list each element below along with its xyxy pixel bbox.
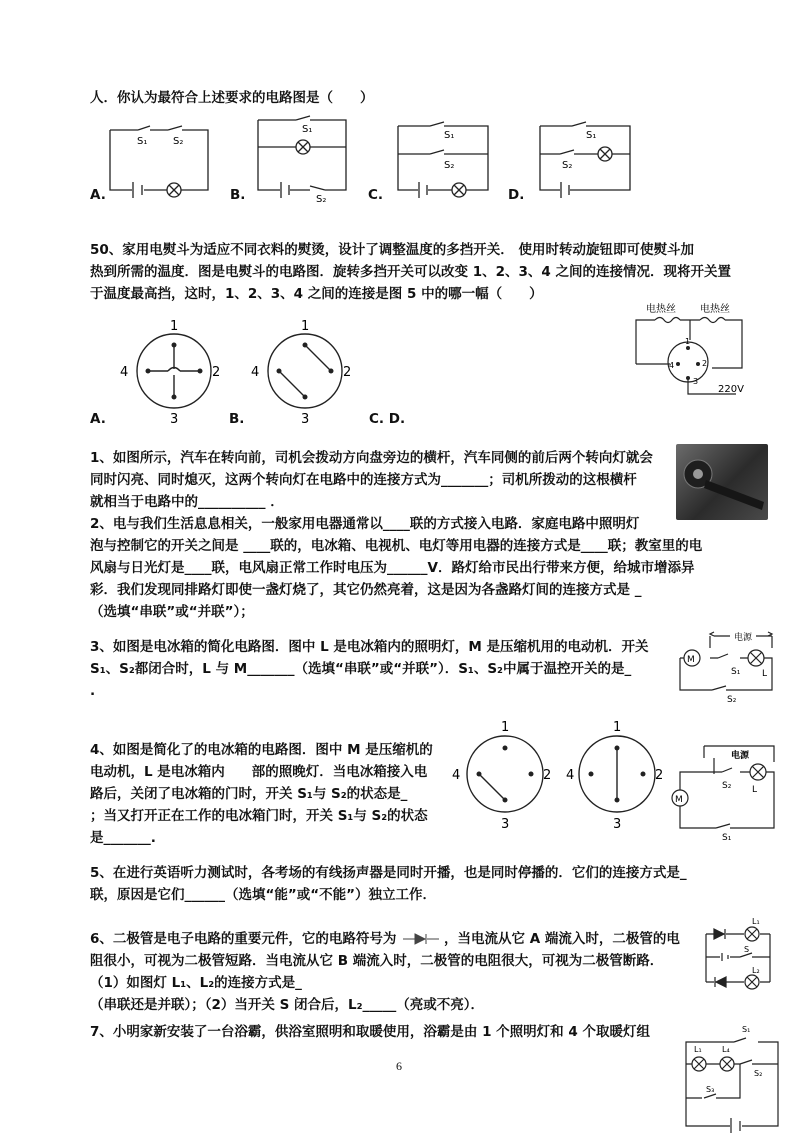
turn-signal-lever-photo [676,444,768,520]
dial-d-num-4: 4 [566,768,575,783]
q5-line-1: 5、在进行英语听力测试时，各考场的有线扬声器是同时开播，也是同时停播的．它们的连接方式是_ [90,865,687,881]
q6-line-3: （1）如图灯 L₁、L₂的连接方式是_ [90,975,302,991]
dial-c-num-1: 1 [501,720,510,735]
q2-line-3: 风扇与日光灯是____联，电风扇正常工作时电压为______V．路灯给市民出行带来方便，给城市增添异 [90,560,695,576]
q4-line-5: 是_______. [90,830,156,846]
dial-b-num-2: 2 [343,365,352,380]
q50-option-a: A. [90,411,106,427]
q50-line-1: 50、家用电熨斗为适应不同衣料的熨烫，设计了调整温度的多挡开关． 使用时转动旋钮即可使熨斗加 [90,242,694,258]
dial-d-num-2: 2 [655,768,664,783]
q4-motor-label: M [675,795,683,805]
q50-line-3: 于温度最高挡，这时，1、2、3、4 之间的连接是图 5 中的哪一幅（ ） [90,286,543,302]
q3-s2-label: S₂ [727,695,737,705]
q3-l-label: L [762,669,768,679]
q3-line-2: S₁、S₂都闭合时，L 与 M_______（选填“串联”或“并联”）．S₁、S₂中属于温控开关的是_ [90,661,632,677]
voltage-label: 220V [718,384,744,395]
c-s2-label: S₂ [444,160,455,171]
q3-fridge-circuit [0,626,800,706]
q4-line-2: 电动机，L 是电冰箱内 部的照晚灯．当电冰箱接入电 [90,764,428,780]
c-s1-label: S₁ [444,130,455,141]
iron-num-1: 1 [685,337,691,346]
iron-circuit-diagram [0,298,800,408]
q7-line-1: 7、小明家新安装了一台浴霸，供浴室照明和取暖使用，浴霸是由 1 个照明灯和 4 个取暖灯组 [90,1024,650,1040]
q2-line-5: （选填“串联”或“并联”）； [90,604,254,620]
iron-num-3: 3 [693,377,699,386]
q6-line-1a: 6、二极管是电子电路的重要元件，它的电路符号为 [90,931,397,947]
dial-a-num-3: 3 [170,412,179,427]
q4-l-label: L [752,785,758,795]
q50-line-2: 热到所需的温度．图是电熨斗的电路图．旋转多挡开关可以改变 1、2、3、4 之间的连接情况．现将开关置 [90,264,731,280]
q50-option-cd: C. D. [369,411,406,427]
b-s2-label: S₂ [316,194,327,205]
dial-c-num-3: 3 [501,817,510,832]
a-s1-label: S₁ [137,136,148,147]
circuit-option-d [0,112,800,202]
q3-line-3: . [90,683,96,699]
dial-d-num-3: 3 [613,817,622,832]
q2-line-2: 泡与控制它的开关之间是 ____联的，电冰箱、电视机、电灯等用电器的连接方式是____联；教室里的电 [90,538,703,554]
question-a-text: 人．你认为最符合上述要求的电路图是（ ） [90,90,374,106]
heater-label-right: 电热丝 [700,304,730,315]
q3-s1-label: S₁ [731,667,741,677]
q3-power-label: 电源 [734,633,753,643]
q2-line-4: 彩．我们发现同排路灯即使一盏灯烧了，其它仍然亮着，这是因为各盏路灯间的连接方式是 _ [90,582,642,598]
q7-l4-label: L₄ [722,1045,730,1054]
dial-b-num-1: 1 [301,319,310,334]
d-s2-label: S₂ [562,160,573,171]
option-a-label: A. [90,187,106,203]
option-c-label: C. [368,187,384,203]
dial-b-num-4: 4 [251,365,260,380]
q6-diode-circuit [0,912,800,1002]
q4-line-3: 路后，关闭了电冰箱的门时，开关 S₁与 S₂的状态是_ [90,786,408,802]
q7-bath-heater-circuit [0,1022,800,1132]
q1-line-2: 同时闪亮、同时熄灭，这两个转向灯在电路中的连接方式为_______；司机所拨动的这根横杆 [90,472,637,488]
q4-power-label: 电源 [731,751,750,761]
option-b-label: B. [230,187,246,203]
dial-a-num-2: 2 [212,365,221,380]
q3-line-1: 3、如图是电冰箱的简化电路图．图中 L 是电冰箱内的照明灯，M 是压缩机用的电动机．开关 [90,639,649,655]
q7-s2-label: S₂ [754,1069,763,1078]
q6-l1-label: L₁ [752,917,760,926]
q7-l1-label: L₁ [694,1045,702,1054]
q4-s2-label: S₂ [722,781,732,791]
dial-c-num-4: 4 [452,768,461,783]
q6-line-2: 阻很小，可视为二极管短路．当电流从它 B 端流入时，二极管的电阻很大，可视为二极管断路． [90,953,664,969]
q4-line-1: 4、如图是简化了的电冰箱的电路图．图中 M 是压缩机的 [90,742,433,758]
page-number: 6 [396,1059,402,1073]
q2-line-1: 2、电与我们生活息息相关，一般家用电器通常以____联的方式接入电路．家庭电路中照明灯 [90,516,640,532]
q1-line-1: 1、如图所示，汽车在转向前，司机会拨动方向盘旁边的横杆，汽车同侧的前后两个转向灯就会 [90,450,653,466]
q4-fridge-circuit [0,736,800,846]
q6-line-4: （串联还是并联）；（2）当开关 S 闭合后，L₂_____（亮或不亮）． [90,997,485,1013]
q7-s3-label: S₃ [706,1085,715,1094]
q1-line-3: 就相当于电路中的__________ ． [90,494,284,510]
iron-num-2: 2 [702,359,708,368]
dial-a-num-4: 4 [120,365,129,380]
b-s1-label: S₁ [302,124,313,135]
dial-b-num-3: 3 [301,412,310,427]
q6-s-label: S [744,945,750,954]
a-s2-label: S₂ [173,136,184,147]
q3-motor-label: M [687,655,695,665]
q4-s1-label: S₁ [722,833,732,843]
q5-line-2: 联，原因是它们______（选填“能”或“不能”）独立工作． [90,887,436,903]
iron-num-4: 4 [669,361,675,370]
q4-line-4: ；当又打开正在工作的电冰箱门时，开关 S₁与 S₂的状态 [90,808,428,824]
dial-d-num-1: 1 [613,720,622,735]
q50-option-b: B. [229,411,245,427]
d-s1-label: S₁ [586,130,597,141]
heater-label-left: 电热丝 [646,304,676,315]
q6-l2-label: L₂ [752,966,760,975]
q7-s1-label: S₁ [742,1025,751,1034]
dial-c-num-2: 2 [543,768,552,783]
option-d-label: D. [508,187,525,203]
dial-a-num-1: 1 [170,319,179,334]
q6-line-1b: ，当电流从它 A 端流入时，二极管的电 [444,931,680,947]
